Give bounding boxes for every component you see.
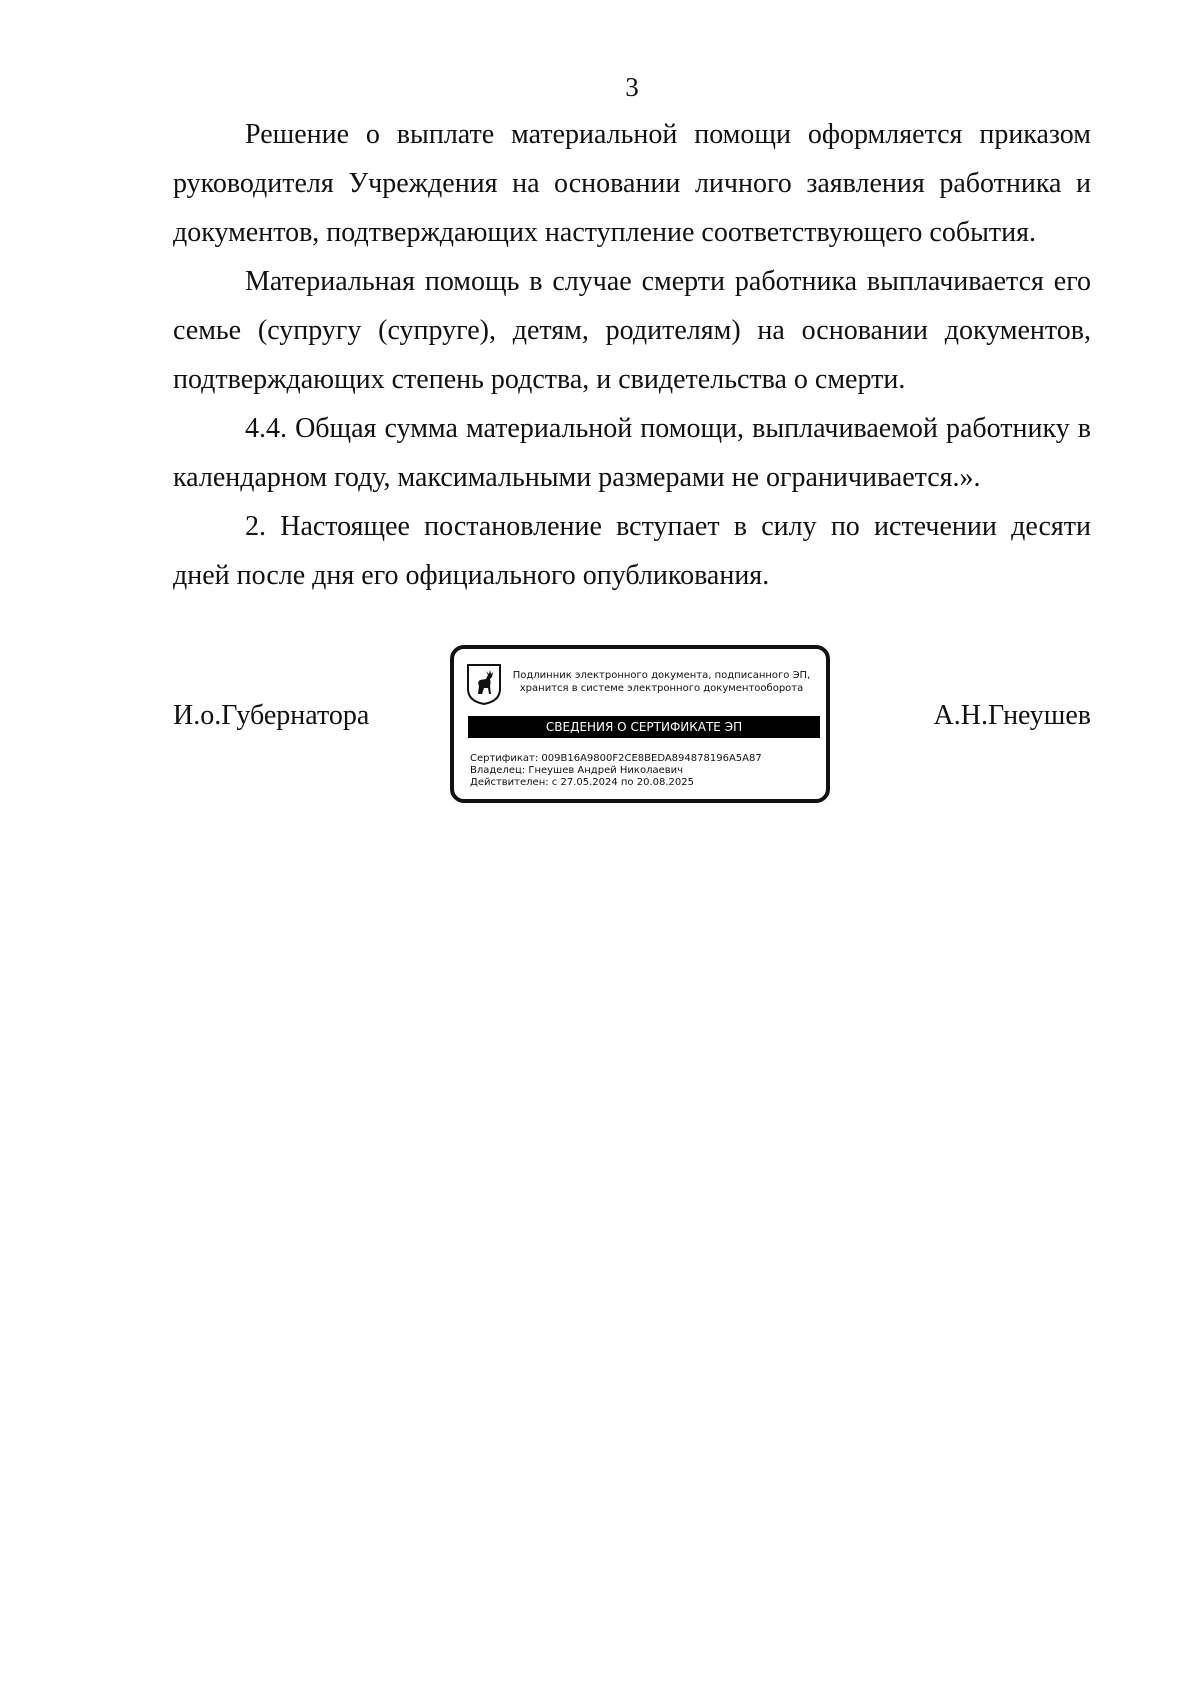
stamp-validity: Действителен: с 27.05.2024 по 20.08.2025: [470, 777, 694, 788]
stamp-note: [504, 669, 819, 695]
electronic-signature-stamp: [450, 645, 830, 803]
stamp-header-bar: СВЕДЕНИЯ О СЕРТИФИКАТЕ ЭП: [468, 716, 820, 738]
stamp-owner: Владелец: Гнеушев Андрей Николаевич: [470, 765, 684, 776]
stamp-note-line-2: хранится в системе электронного документооборота: [519, 683, 804, 694]
stamp-details: [470, 753, 820, 789]
paragraph-decision: Решение о выплате материальной помощи оформляется приказом руководителя Учреждения на основании личного заявления работника и документов, подтверждающих наступление соответствующего события.: [173, 119, 1091, 248]
stamp-certificate: Сертификат: 009B16A9800F2CE8BEDA894878196A5A87: [470, 753, 762, 764]
paragraph-effective-date: 2. Настоящее постановление вступает в силу по истечении десяти дней после дня его официального опубликования.: [173, 511, 1091, 591]
page-number: 3: [625, 72, 639, 102]
signatory-position: И.о.Губернатора: [173, 700, 370, 731]
signatory-name: А.Н.Гнеушев: [933, 700, 1091, 731]
paragraph-death-benefit: Материальная помощь в случае смерти работника выплачивается его семье (супругу (супруге), детям, родителям) на основании документов, подтверждающих степень родства, и свидетельства о смерти.: [173, 266, 1091, 395]
document-body: [173, 110, 1091, 600]
stamp-note-line-1: Подлинник электронного документа, подписанного ЭП,: [512, 670, 811, 681]
paragraph-total-amount: 4.4. Общая сумма материальной помощи, выплачиваемой работнику в календарном году, максимальными размерами не ограничивается.».: [173, 413, 1091, 493]
deer-emblem-icon: [466, 663, 502, 705]
